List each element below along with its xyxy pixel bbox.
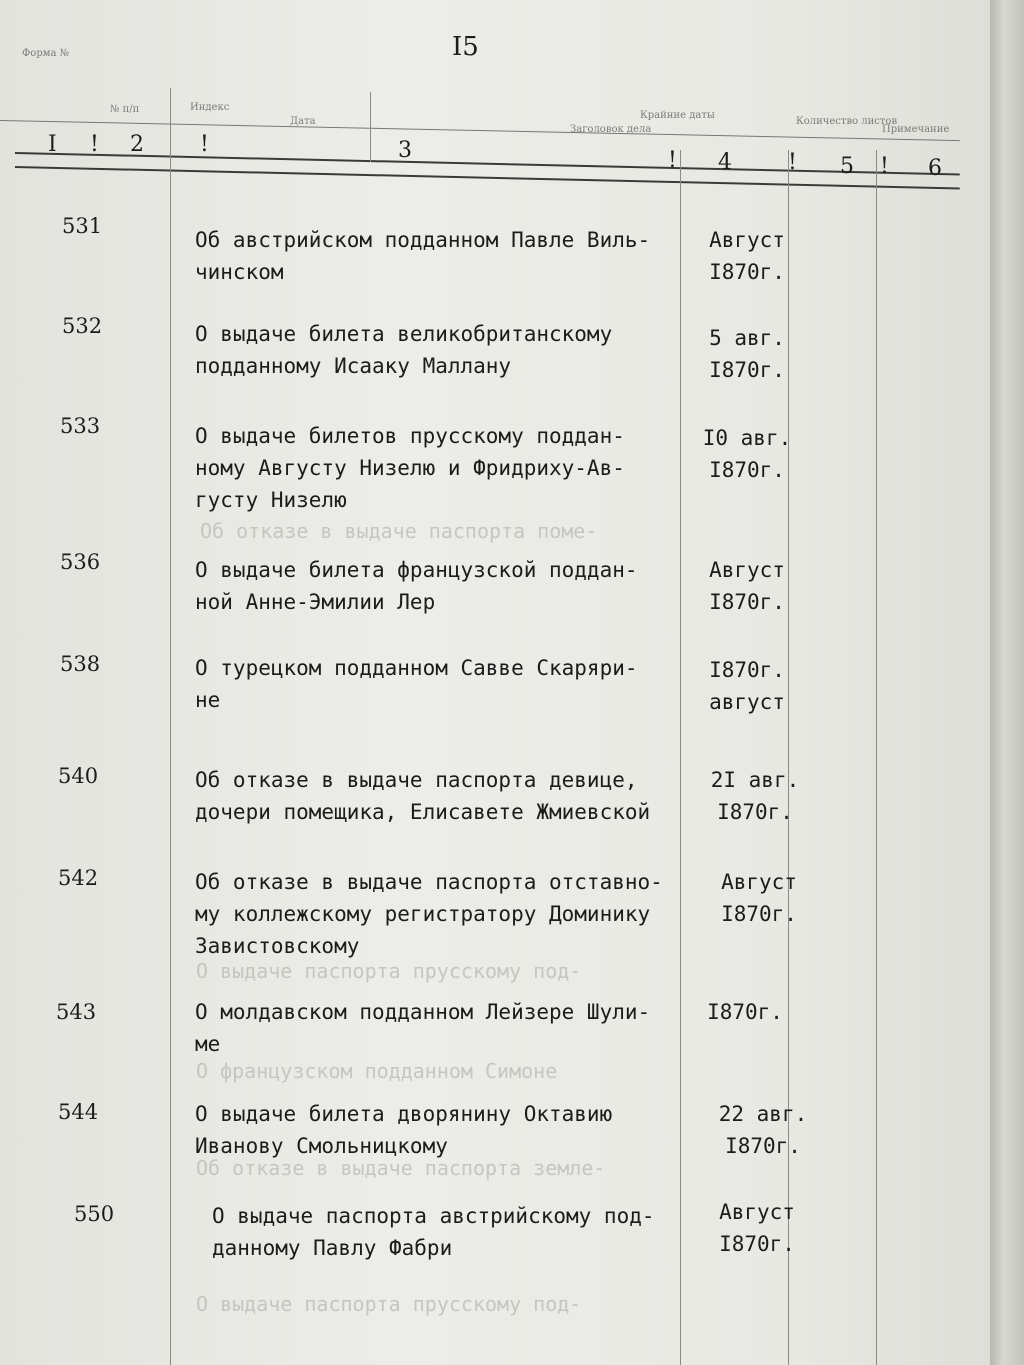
header-label-dates: Крайние даты	[640, 110, 715, 121]
header-label-index: № п/п	[110, 104, 140, 115]
entry-number: 531	[62, 214, 103, 238]
entry-number: 542	[58, 866, 99, 890]
header-label-code: Индекс	[190, 102, 230, 113]
column-rule-5	[876, 150, 877, 1365]
entry-title: О выдаче билетов прусскому поддан- ному Августу Низелю и Фридриху-Ав- густу Низелю	[195, 424, 625, 512]
entry-title: О выдаче паспорта австрийскому под- данному Павлу Фабри	[212, 1204, 655, 1260]
column-number-1: I	[48, 132, 57, 157]
header-label-sheets: Количество листов	[796, 116, 898, 127]
header-label-date: Дата	[290, 116, 316, 127]
bleed-through-text: О выдаче паспорта прусскому под-	[196, 959, 582, 983]
entry-date: I870г. август	[709, 658, 785, 714]
header-label-content: Заголовок дела	[570, 124, 652, 135]
entry-title: О выдаче билета французской поддан- ной Анне-Эмилии Лер	[195, 558, 638, 614]
entry-number: 544	[58, 1100, 99, 1124]
entry-date: 22 авг. I870г.	[718, 1102, 808, 1158]
entry-date: I870г.	[707, 1000, 783, 1024]
column-separator: !	[90, 132, 99, 157]
entry-title: Об отказе в выдаче паспорта девице, дочери помещика, Елисавете Жмиевской	[195, 768, 651, 824]
header-label-note: Примечание	[882, 124, 950, 135]
entry-number: 543	[56, 1000, 97, 1024]
column-number-4: 4	[718, 150, 732, 175]
entry-number: 536	[60, 550, 101, 574]
entry-number: 550	[74, 1202, 115, 1226]
header-rule-mid	[15, 152, 960, 175]
form-corner-label: Форма №	[22, 48, 70, 59]
column-separator: !	[200, 132, 209, 157]
column-number-3: 3	[398, 138, 412, 163]
entry-date: Август I870г.	[709, 228, 785, 284]
column-separator: !	[668, 148, 677, 173]
entry-title: Об отказе в выдаче паспорта отставно- му коллежскому регистратору Доминику Завистовскому	[195, 870, 663, 958]
entry-number: 532	[62, 314, 103, 338]
column-number-5: 5	[840, 154, 854, 179]
entry-date: Август I870г.	[709, 558, 785, 614]
column-rule-2	[370, 92, 371, 162]
column-separator: !	[788, 150, 797, 175]
entry-date: I0 авг. I870г.	[702, 426, 792, 482]
bleed-through-text: Об отказе в выдаче паспорта поме-	[200, 519, 598, 543]
entry-date: Август I870г.	[721, 870, 797, 926]
bleed-through-text: О выдаче паспорта прусскому под-	[196, 1292, 582, 1316]
bleed-through-text: Об отказе в выдаче паспорта земле-	[196, 1156, 606, 1180]
entry-number: 538	[60, 652, 101, 676]
entry-title: О выдаче билета дворянину Октавию Иванову Смольницкому	[195, 1102, 613, 1158]
column-number-2: 2	[130, 132, 144, 157]
page-edge	[990, 0, 1024, 1365]
entry-title: Об австрийском подданном Павле Виль- чинском	[195, 228, 651, 284]
bleed-through-text: О французском подданном Симоне	[196, 1059, 558, 1083]
entry-date: Август I870г.	[719, 1200, 795, 1256]
column-rule-1	[170, 88, 171, 1365]
entry-date: 2I авг. I870г.	[710, 768, 800, 824]
entry-title: О молдавском подданном Лейзере Шули- ме	[195, 1000, 651, 1056]
entry-title: О выдаче билета великобританскому подданному Исааку Маллану	[195, 322, 613, 378]
entry-title: О турецком подданном Савве Скаряри- не	[195, 656, 638, 712]
entry-date: 5 авг. I870г.	[709, 326, 785, 382]
entry-number: 540	[58, 764, 99, 788]
page-number: I5	[452, 32, 479, 62]
column-separator: !	[880, 154, 889, 179]
entry-number: 533	[60, 414, 101, 438]
column-number-6: 6	[928, 156, 942, 181]
